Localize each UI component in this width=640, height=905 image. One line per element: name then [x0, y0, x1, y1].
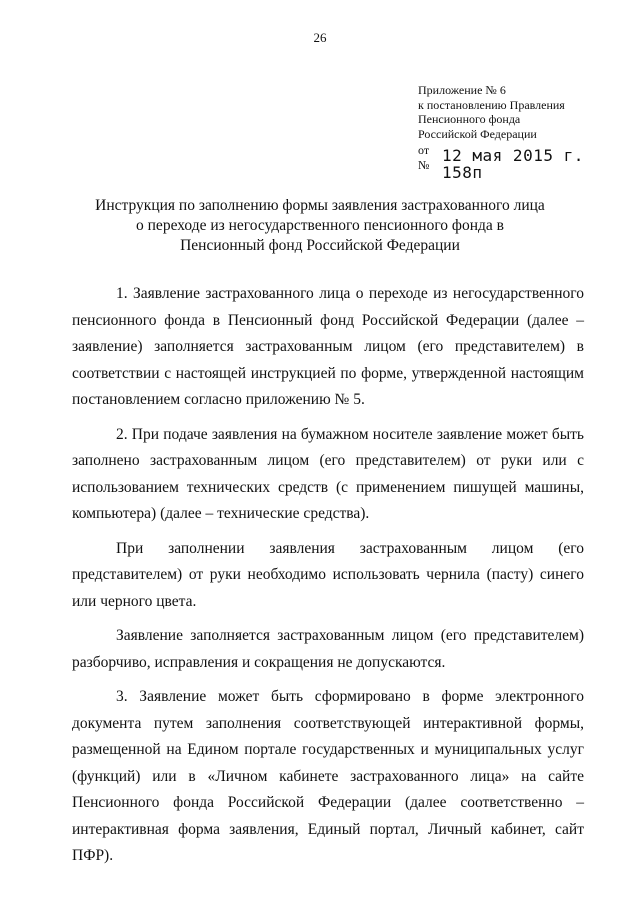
appendix-fund: Пенсионного фонда	[418, 112, 521, 126]
number-label: №	[418, 158, 430, 172]
appendix-resolution: к постановлению Правления	[418, 97, 565, 112]
date-stamp: 12 мая 2015 г.	[442, 146, 584, 165]
title-line-2: о переходе из негосударственного пенсионного фонда в	[136, 217, 504, 234]
number-stamp: 158п	[442, 163, 483, 182]
appendix-number-row	[418, 158, 483, 182]
page-number: 26	[313, 30, 327, 45]
appendix-number: Приложение № 6	[418, 83, 506, 97]
document-title	[70, 196, 570, 256]
title-line-3: Пенсионный фонд Российской Федерации	[180, 237, 460, 254]
title-line-1: Инструкция по заполнению формы заявления застрахованного лица	[95, 197, 545, 214]
paragraph-4: Заявление заполняется застрахованным лицом (его представителем) разборчиво, исправления и сокращения не допускаются.	[72, 627, 584, 671]
appendix-country: Российской Федерации	[418, 126, 537, 141]
appendix-header	[418, 83, 618, 141]
date-label: от	[418, 143, 430, 157]
paragraph-2: 2. При подаче заявления на бумажном носителе заявление может быть заполнено застрахованным лицом (его представителем) от руки или с использованием технических средств (с применением пишущей машины, компьютера) (далее – технические средства).	[72, 425, 584, 522]
paragraph-5: 3. Заявление может быть сформировано в форме электронного документа путем заполнения соответствующей интерактивной формы, размещенной на Едином портале государственных и муниципальных услуг (функций) или в «Личном кабинете застрахованного лица» на сайте Пенсионного фонда Российской Федерации (далее соответственно – интерактивная форма заявления, Единый портал, Личный кабинет, сайт ПФР).	[72, 688, 584, 864]
paragraph-1: 1. Заявление застрахованного лица о переходе из негосударственного пенсионного фонда в Пенсионный фонд Российской Федерации (далее – заявление) заполняется застрахованным лицом (его представителем) в соответствии с настоящей инструкцией по форме, утвержденной настоящим постановлением согласно приложению № 5.	[72, 285, 584, 408]
document-body	[72, 281, 584, 870]
paragraph-3: При заполнении заявления застрахованным лицом (его представителем) от руки необходимо использовать чернила (пасту) синего или черного цвета.	[72, 539, 584, 610]
